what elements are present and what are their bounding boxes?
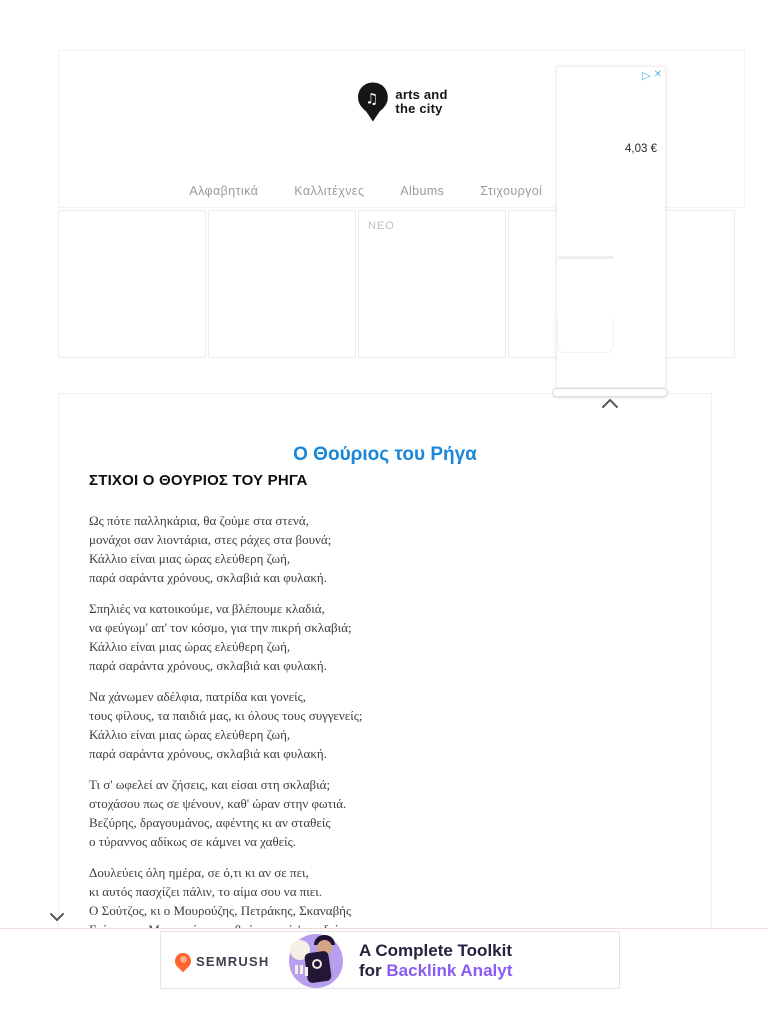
lyric-line: Ως πότε παλληκάρια, θα ζούμε στα στενά,: [89, 513, 309, 528]
lyric-line: Ο Σούτζος, κι ο Μουρούζης, Πετράκης, Σκαναβής: [89, 903, 352, 918]
lyric-line: Βεζύρης, δραγουμάνος, αφέντης κι αν σταθείς: [89, 815, 331, 830]
banner-headline-prefix: for: [359, 961, 387, 980]
lyric-line: παρά σαράντα χρόνους, σκλαβιά και φυλακή.: [89, 658, 327, 673]
ad-divider: [558, 256, 614, 259]
stanza-2: [89, 599, 681, 675]
ad-close-icon[interactable]: ✕: [653, 69, 662, 80]
adchoices-icon[interactable]: ▷: [642, 70, 651, 82]
chevron-up-icon[interactable]: [601, 398, 619, 409]
lyric-line: παρά σαράντα χρόνους, σκλαβιά και φυλακή.: [89, 570, 327, 585]
album-card-2[interactable]: [208, 210, 356, 358]
lyric-line: μονάχοι σαν λιοντάρια, στες ράχες στα βουνά;: [89, 532, 332, 547]
nav-item-artists[interactable]: Καλλιτέχνες: [294, 184, 365, 198]
stanza-1: [89, 511, 681, 587]
banner-headline-line2: [359, 961, 512, 981]
lyric-line: στοχάσου πως σε ψένουν, καθ' ώραν στην φωτιά.: [89, 796, 347, 811]
lyric-line: Κάλλιο είναι μιας ώρας ελεύθερη ζωή,: [89, 639, 291, 654]
lyric-line: τους φίλους, τα παιδιά μας, κι όλους τους συγγενείς;: [89, 708, 363, 723]
nav-item-alphabetical[interactable]: Αλφαβητικά: [189, 184, 259, 198]
logo-line-1: arts and: [395, 87, 448, 102]
page-title: Ο Θούριος του Ρήγα: [293, 444, 477, 465]
banner-illustration-icon: [286, 932, 346, 989]
album-card-5[interactable]: [658, 210, 735, 358]
bottom-ad-strip: [0, 928, 768, 1024]
lyric-line: Κάλλιο είναι μιας ώρας ελεύθερη ζωή,: [89, 551, 291, 566]
ad-inner-card: [557, 317, 614, 353]
ad-controls: [642, 69, 662, 82]
logo-text: [395, 88, 447, 116]
lyrics-heading: ΣΤΙΧΟΙ Ο ΘΟΥΡΙΟΣ ΤΟΥ ΡΗΓΑ: [89, 472, 308, 489]
ad-price: 4,03 €: [625, 143, 657, 155]
logo-line-2: the city: [395, 101, 443, 116]
lyric-line: να φεύγωμ' απ' τον κόσμο, για την πικρή σκλαβιά;: [89, 620, 352, 635]
semrush-logo: [175, 953, 269, 969]
ad-collapse-handle[interactable]: [552, 388, 668, 397]
nav-item-albums[interactable]: Albums: [400, 184, 445, 198]
semrush-banner[interactable]: [160, 931, 620, 989]
lyric-line: Τι σ' ωφελεί αν ζήσεις, και είσαι στη σκλαβιά;: [89, 777, 331, 792]
article: [58, 393, 712, 935]
banner-headline-line1: A Complete Toolkit: [359, 941, 512, 960]
chevron-down-icon[interactable]: [49, 912, 65, 923]
album-card-3[interactable]: [358, 210, 506, 358]
nav-item-lyricists[interactable]: Στιχουργοί: [480, 184, 543, 198]
lyric-line: ο τύραννος αδίκως σε κάμνει να χαθείς.: [89, 834, 297, 849]
album-card-1[interactable]: [58, 210, 206, 358]
lyrics: [89, 511, 681, 951]
semrush-wordmark: SEMRUSH: [196, 953, 270, 969]
banner-headline: [359, 941, 512, 981]
lyric-line: Κάλλιο είναι μιας ώρας ελεύθερη ζωή,: [89, 727, 291, 742]
stanza-3: [89, 687, 681, 763]
ad-panel[interactable]: [556, 66, 666, 388]
new-badge: ΝΕΟ: [368, 220, 395, 232]
stanza-4: [89, 775, 681, 851]
lyric-line: Δουλεύεις όλη ημέρα, σε ό,τι κι αν σε πει,: [89, 865, 309, 880]
site-logo[interactable]: [355, 81, 447, 123]
banner-highlight: Backlink Analyt: [386, 961, 513, 980]
music-pin-icon: [355, 81, 389, 123]
svg-text:♫: ♫: [364, 91, 378, 108]
lyric-line: Να χάνωμεν αδέλφια, πατρίδα και γονείς,: [89, 689, 306, 704]
lyric-line: Σπηλιές να κατοικούμε, να βλέπουμε κλαδιά,: [89, 601, 325, 616]
lyric-line: κι αυτός πασχίζει πάλιν, το αίμα σου να πιει.: [89, 884, 323, 899]
lyric-line: παρά σαράντα χρόνους, σκλαβιά και φυλακή.: [89, 746, 327, 761]
semrush-flame-icon: [172, 950, 195, 973]
